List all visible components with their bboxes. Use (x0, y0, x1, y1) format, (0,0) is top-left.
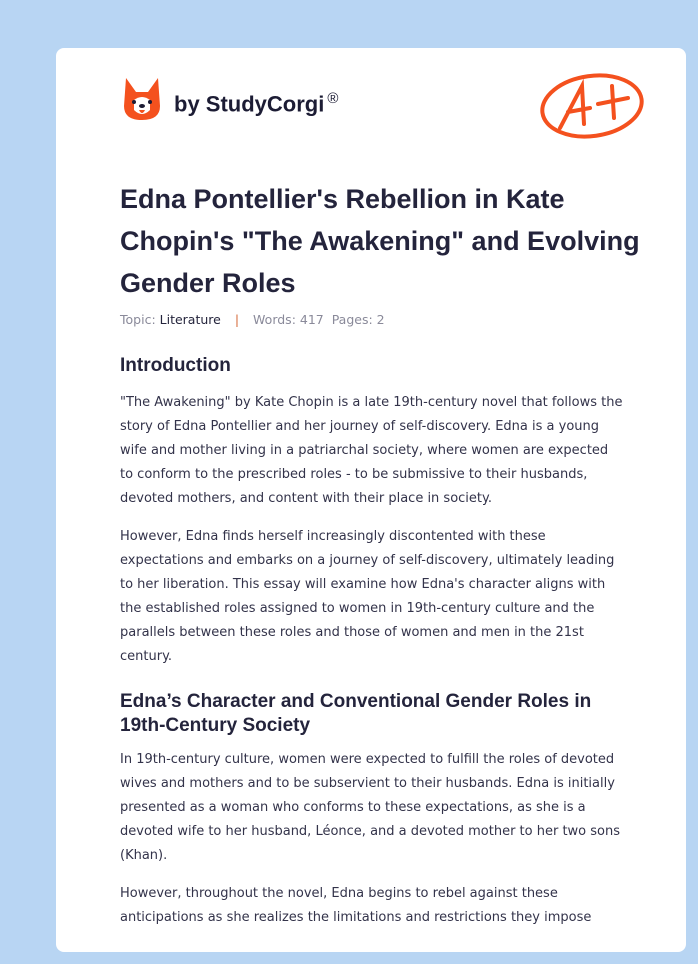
paragraph: However, Edna finds herself increasingly discontented with these expectations and embarks on a journey of self-discovery, ultimately leading to her liberation. This essay will examine how Edna's character aligns with the established roles assigned to women in 19th-century culture and the parallels between these roles and those of women and men in the 21st century. (120, 529, 615, 664)
essay-card (56, 48, 686, 952)
topic-label: Topic: (120, 312, 156, 327)
paragraph: However, throughout the novel, Edna begins to rebel against these anticipations as she realizes the limitations and restrictions they impose (120, 886, 592, 925)
topic-link[interactable]: Literature (159, 312, 221, 327)
section-heading: Introduction (120, 355, 231, 376)
brand-text: by StudyCorgi (174, 91, 325, 117)
page-count: Pages: 2 (331, 312, 385, 327)
section-heading: Edna’s Character and Conventional Gender Roles in 19th-Century Society (120, 691, 592, 736)
paragraph: In 19th-century culture, women were expected to fulfill the roles of devoted wives and mothers and to be subservient to their husbands. Edna is initially presented as a woman who conforms to these expectations, as she is a devoted wife to her husband, Léonce, and a devoted mother to her two sons (Khan). (120, 752, 621, 863)
section-gender-roles (120, 690, 624, 930)
a-plus-grade-icon (538, 72, 650, 140)
corgi-icon (122, 76, 162, 122)
studycorgi-logo[interactable] (122, 76, 338, 122)
word-count: Words: 417 (253, 312, 324, 327)
paragraph: "The Awakening" by Kate Chopin is a late 19th-century novel that follows the story of Edna Pontellier and her journey of self-discovery. Edna is a young wife and mother living in a patriarchal society, where women are expected to conform to the prescribed roles - to be submissive to their husbands, devoted mothers, and content with their place in society. (120, 395, 623, 506)
registered-mark: ® (327, 90, 339, 108)
essay-title: Edna Pontellier's Rebellion in Kate Chopin's "The Awakening" and Evolving Gender Roles (120, 184, 640, 298)
brand-name (174, 90, 338, 117)
essay-meta (120, 312, 385, 327)
section-introduction (120, 354, 624, 669)
meta-separator: | (234, 312, 240, 327)
